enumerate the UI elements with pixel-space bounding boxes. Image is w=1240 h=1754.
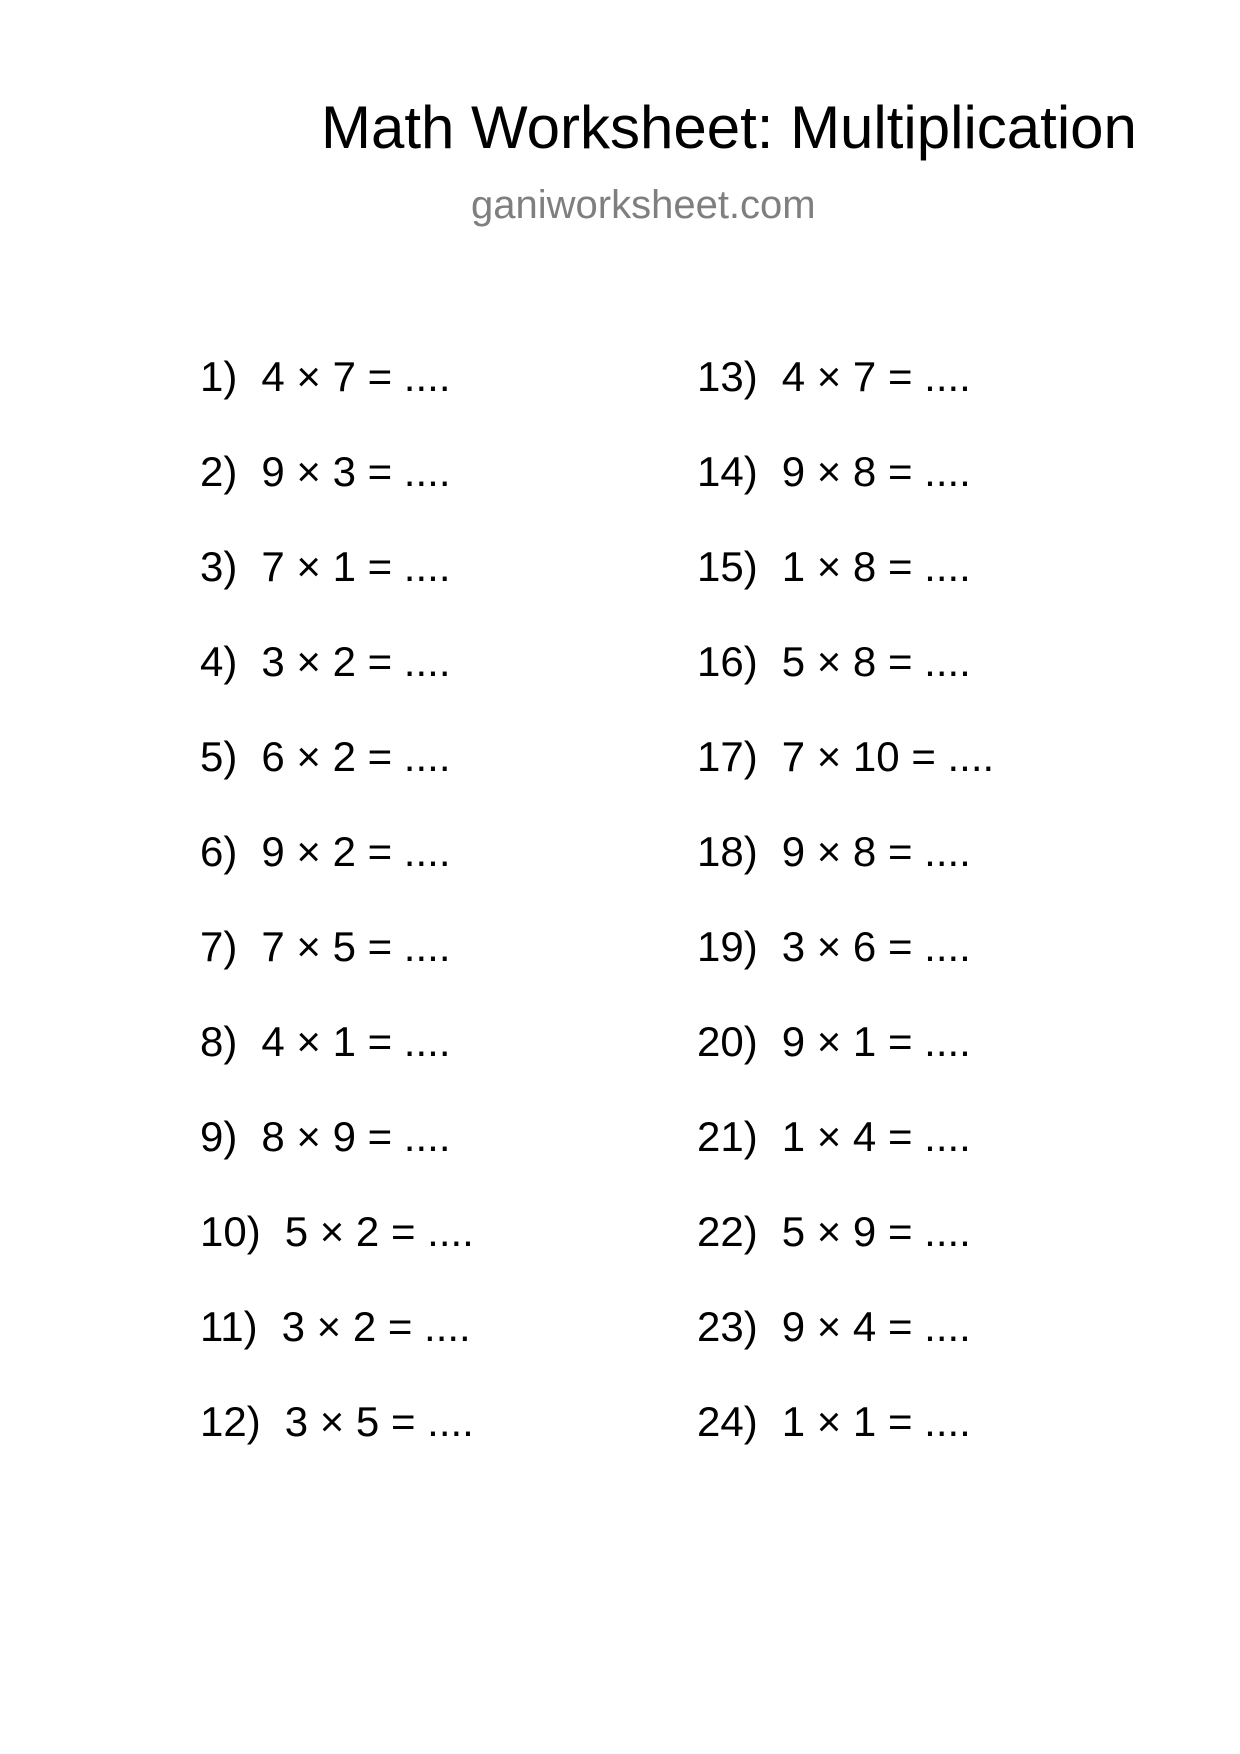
problem-item	[697, 638, 971, 685]
problem-expression: 7 × 1 = ....	[261, 543, 451, 590]
problem-number: 23)	[697, 1303, 758, 1350]
problem-expression: 9 × 8 = ....	[781, 828, 971, 875]
problem-number: 14)	[697, 448, 758, 495]
problem-item	[200, 1113, 451, 1160]
problem-expression: 9 × 1 = ....	[781, 1018, 971, 1065]
problem-expression: 4 × 7 = ....	[261, 353, 451, 400]
problem-item	[200, 1208, 474, 1255]
problem-item	[200, 543, 451, 590]
problem-item	[697, 353, 971, 400]
problem-item	[200, 1303, 471, 1350]
problem-number: 7)	[200, 923, 238, 970]
problem-number: 21)	[697, 1113, 758, 1160]
problem-expression: 9 × 8 = ....	[781, 448, 971, 495]
problem-number: 4)	[200, 638, 238, 685]
problem-expression: 9 × 3 = ....	[261, 448, 451, 495]
problem-expression: 1 × 1 = ....	[781, 1398, 971, 1445]
problem-item	[200, 828, 451, 875]
problem-expression: 3 × 5 = ....	[284, 1398, 474, 1445]
problem-number: 24)	[697, 1398, 758, 1445]
problem-item	[200, 638, 451, 685]
page-title: Math Worksheet: Multiplication	[321, 94, 1137, 161]
problem-number: 13)	[697, 353, 758, 400]
problem-item	[200, 923, 451, 970]
problem-number: 11)	[200, 1303, 258, 1350]
problem-number: 18)	[697, 828, 758, 875]
problem-item	[200, 733, 451, 780]
problem-expression: 5 × 9 = ....	[781, 1208, 971, 1255]
problem-item	[697, 828, 971, 875]
problem-item	[697, 543, 971, 590]
problem-item	[697, 1398, 971, 1445]
problem-number: 5)	[200, 733, 238, 780]
problem-item	[200, 448, 451, 495]
problem-expression: 7 × 10 = ....	[781, 733, 995, 780]
problem-number: 1)	[200, 353, 238, 400]
problem-number: 22)	[697, 1208, 758, 1255]
problem-expression: 9 × 4 = ....	[781, 1303, 971, 1350]
problem-expression: 8 × 9 = ....	[261, 1113, 451, 1160]
website-subtitle: ganiworksheet.com	[471, 183, 816, 227]
problem-item	[200, 353, 451, 400]
problem-expression: 3 × 6 = ....	[781, 923, 971, 970]
problem-expression: 1 × 4 = ....	[781, 1113, 971, 1160]
problem-expression: 6 × 2 = ....	[261, 733, 451, 780]
problem-number: 20)	[697, 1018, 758, 1065]
problem-expression: 4 × 1 = ....	[261, 1018, 451, 1065]
problem-number: 12)	[200, 1398, 261, 1445]
problem-item	[697, 1113, 971, 1160]
problem-item	[697, 733, 995, 780]
problem-expression: 5 × 8 = ....	[781, 638, 971, 685]
problem-item	[697, 1018, 971, 1065]
problem-number: 3)	[200, 543, 238, 590]
problem-expression: 5 × 2 = ....	[284, 1208, 474, 1255]
problem-number: 17)	[697, 733, 758, 780]
problem-expression: 3 × 2 = ....	[281, 1303, 471, 1350]
problem-expression: 9 × 2 = ....	[261, 828, 451, 875]
problem-number: 15)	[697, 543, 758, 590]
problem-number: 10)	[200, 1208, 261, 1255]
problem-item	[697, 448, 971, 495]
problem-item	[200, 1398, 474, 1445]
problem-number: 6)	[200, 828, 238, 875]
problem-expression: 7 × 5 = ....	[261, 923, 451, 970]
problem-item	[697, 1303, 971, 1350]
problem-number: 19)	[697, 923, 758, 970]
problem-number: 8)	[200, 1018, 238, 1065]
problem-expression: 3 × 2 = ....	[261, 638, 451, 685]
problem-item	[200, 1018, 451, 1065]
problem-item	[697, 923, 971, 970]
problem-item	[697, 1208, 971, 1255]
problem-number: 9)	[200, 1113, 238, 1160]
problem-expression: 1 × 8 = ....	[781, 543, 971, 590]
problem-expression: 4 × 7 = ....	[781, 353, 971, 400]
problem-number: 16)	[697, 638, 758, 685]
problem-number: 2)	[200, 448, 238, 495]
